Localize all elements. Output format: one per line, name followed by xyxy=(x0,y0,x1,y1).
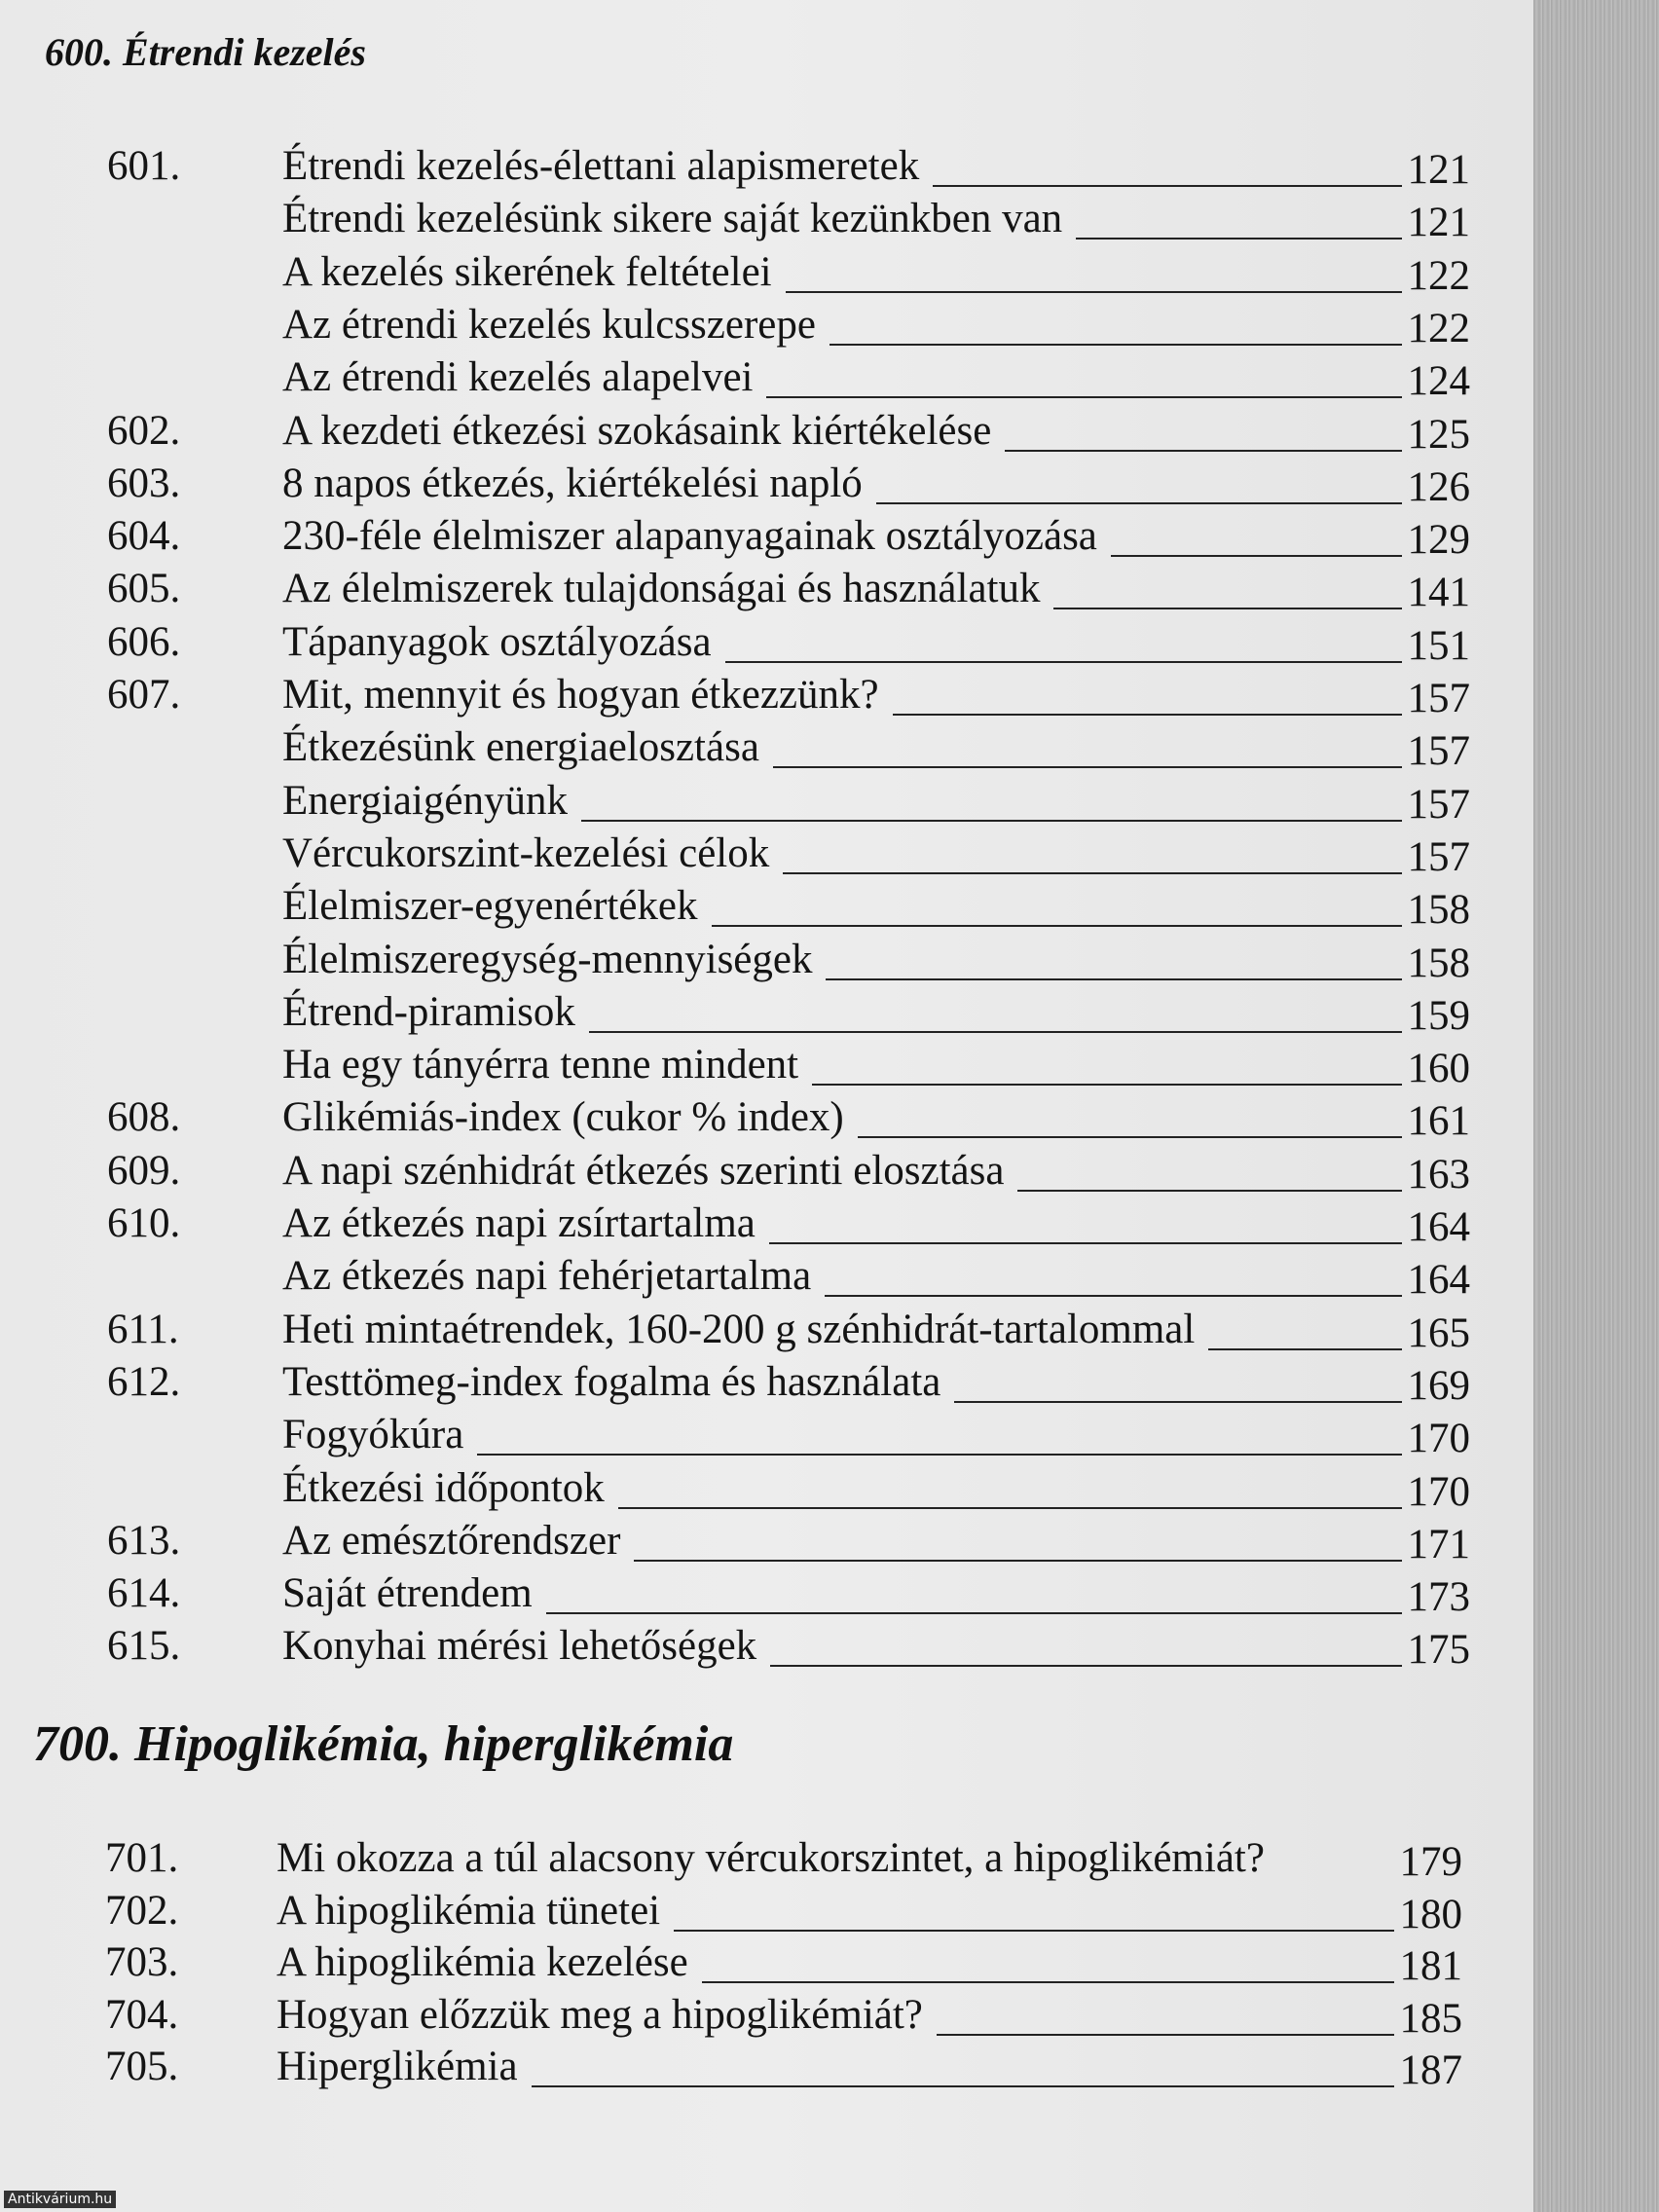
toc-entry-page: 151 xyxy=(1407,622,1470,669)
toc-entry-title: A kezdeti étkezési szokásaink kiértékelése xyxy=(282,407,992,454)
toc-entry-title: Étrend-piramisok xyxy=(282,988,575,1035)
toc-entry-number: 609. xyxy=(107,1147,181,1194)
toc-entry-page: 121 xyxy=(1407,147,1470,193)
section-600-heading: 600. Étrendi kezelés xyxy=(45,30,366,74)
toc-entry-title: Konyhai mérési lehetőségek xyxy=(282,1623,757,1670)
toc-entry-title: Az étrendi kezelés alapelvei xyxy=(282,354,754,401)
toc-entry-number: 705. xyxy=(105,2044,179,2089)
toc-entry-page: 179 xyxy=(1399,1839,1462,1885)
toc-entry-title: Glikémiás-index (cukor % index) xyxy=(282,1094,844,1141)
watermark-label: Antikvárium.hu xyxy=(4,2191,116,2208)
toc-entry-number: 614. xyxy=(107,1570,181,1617)
toc-entry-title: 8 napos étkezés, kiértékelési napló xyxy=(282,460,863,506)
toc-entry-number: 603. xyxy=(107,460,181,506)
toc-entry-page: 126 xyxy=(1407,463,1470,510)
toc-entry-page: 157 xyxy=(1407,781,1470,828)
toc-entry-number: 704. xyxy=(105,1991,179,2038)
toc-entry-title: A hipoglikémia tünetei xyxy=(276,1887,661,1934)
toc-entry-number: 602. xyxy=(107,407,181,454)
toc-entry-title: Élelmiszeregység-mennyiségek xyxy=(282,936,813,982)
toc-entry-number: 613. xyxy=(107,1517,181,1564)
toc-entry-title: Saját étrendem xyxy=(282,1570,533,1617)
toc-entry-number: 702. xyxy=(105,1887,179,1934)
toc-entry-title: Az emésztőrendszer xyxy=(282,1517,621,1564)
toc-entry-title: Étrendi kezelés-élettani alapismeretek xyxy=(282,143,920,189)
toc-entry-number: 601. xyxy=(107,143,181,189)
toc-entry-page: 157 xyxy=(1407,833,1470,880)
toc-entry-title: Testtömeg-index fogalma és használata xyxy=(282,1358,941,1405)
toc-entry-page: 160 xyxy=(1407,1046,1470,1092)
toc-entry-number: 703. xyxy=(105,1939,179,1985)
toc-entry-page: 164 xyxy=(1407,1204,1470,1250)
toc-entry-number: 607. xyxy=(107,672,181,718)
toc-entry-page: 163 xyxy=(1407,1151,1470,1198)
toc-entry-number: 604. xyxy=(107,513,181,560)
toc-entry-title: Étkezésünk energiaelosztása xyxy=(282,724,759,771)
toc-entry-title: A kezelés sikerének feltételei xyxy=(282,248,772,295)
toc-entry-page: 121 xyxy=(1407,200,1470,246)
toc-entry-number: 605. xyxy=(107,566,181,612)
toc-entry-title: Étkezési időpontok xyxy=(282,1464,605,1511)
toc-entry-title: Az étrendi kezelés kulcsszerepe xyxy=(282,301,816,348)
toc-entry-title: Az étkezés napi fehérjetartalma xyxy=(282,1253,812,1300)
toc-entry-page: 170 xyxy=(1407,1416,1470,1462)
toc-entry-page: 158 xyxy=(1407,940,1470,986)
toc-entry-number: 608. xyxy=(107,1094,181,1141)
toc-entry-page: 171 xyxy=(1407,1521,1470,1567)
toc-entry-number: 611. xyxy=(107,1306,179,1352)
toc-entry-page: 124 xyxy=(1407,358,1470,405)
toc-entry-page: 175 xyxy=(1407,1627,1470,1674)
page-edge xyxy=(1533,0,1659,2212)
toc-entry-page: 169 xyxy=(1407,1362,1470,1409)
toc-entry-page: 185 xyxy=(1399,1995,1462,2042)
toc-entry-page: 164 xyxy=(1407,1257,1470,1304)
toc-entry-page: 170 xyxy=(1407,1468,1470,1515)
toc-entry-title: Heti mintaétrendek, 160-200 g szénhidrát-tartalommal xyxy=(282,1306,1196,1352)
toc-entry-page: 157 xyxy=(1407,728,1470,775)
toc-entry-page: 157 xyxy=(1407,676,1470,721)
toc-entry-number: 612. xyxy=(107,1358,181,1405)
toc-entry-title: Étrendi kezelésünk sikere saját kezünkben van xyxy=(282,196,1063,242)
toc-entry-title: A napi szénhidrát étkezés szerinti elosztása xyxy=(282,1147,1005,1194)
toc-entry-title: Élelmiszer-egyenértékek xyxy=(282,883,698,930)
toc-entry-number: 615. xyxy=(107,1623,181,1670)
toc-entry-page: 165 xyxy=(1407,1309,1470,1356)
toc-entry-title: Fogyókúra xyxy=(282,1412,464,1458)
toc-entry-page: 141 xyxy=(1407,570,1470,616)
toc-entry-title: Hiperglikémia xyxy=(276,2044,518,2089)
toc-entry-title: Hogyan előzzük meg a hipoglikémiát? xyxy=(276,1991,923,2038)
toc-entry-page: 159 xyxy=(1407,992,1470,1039)
toc-entry-page: 122 xyxy=(1407,305,1470,351)
toc-entry-number: 701. xyxy=(105,1835,179,1881)
toc-entry-page: 187 xyxy=(1399,2047,1462,2093)
toc-entry-title: 230-féle élelmiszer alapanyagainak osztályozása xyxy=(282,513,1097,560)
toc-entry-title: A hipoglikémia kezelése xyxy=(276,1939,688,1985)
toc-entry-title: Mi okozza a túl alacsony vércukorszintet, a hipoglikémiát? xyxy=(276,1835,1265,1881)
toc-entry-page: 129 xyxy=(1407,517,1470,564)
toc-entry-title: Az élelmiszerek tulajdonságai és használatuk xyxy=(282,566,1041,612)
toc-entry-page: 181 xyxy=(1399,1943,1462,1989)
toc-entry-page: 173 xyxy=(1407,1574,1470,1621)
toc-entry-number: 606. xyxy=(107,618,181,665)
toc-entry-number: 610. xyxy=(107,1200,181,1246)
toc-entry-title: Az étkezés napi zsírtartalma xyxy=(282,1200,756,1246)
toc-entry-title: Mit, mennyit és hogyan étkezzünk? xyxy=(282,672,879,718)
toc-entry-title: Ha egy tányérra tenne mindent xyxy=(282,1042,799,1088)
toc-entry-title: Energiaigényünk xyxy=(282,777,568,824)
toc-entry-page: 158 xyxy=(1407,887,1470,934)
toc-entry-page: 122 xyxy=(1407,252,1470,299)
toc-entry-page: 125 xyxy=(1407,411,1470,458)
toc-entry-title: Tápanyagok osztályozása xyxy=(282,618,712,665)
section-700-heading: 700. Hipoglikémia, hiperglikémia xyxy=(33,1716,734,1772)
toc-entry-page: 161 xyxy=(1407,1098,1470,1145)
toc-entry-title: Vércukorszint-kezelési célok xyxy=(282,830,770,876)
toc-entry-page: 180 xyxy=(1399,1891,1462,1937)
